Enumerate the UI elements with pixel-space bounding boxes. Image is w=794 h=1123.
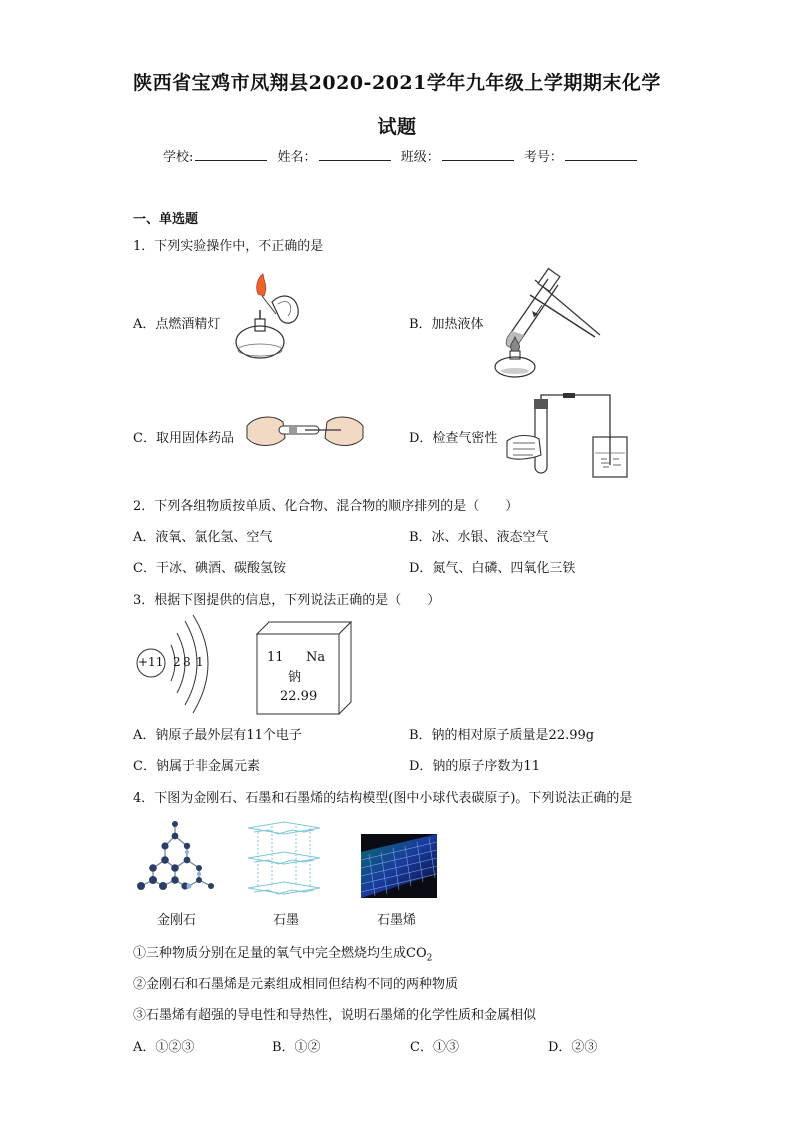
q2-stem: 2．下列各组物质按单质、化合物、混合物的顺序排列的是（ ） [133, 499, 519, 514]
q1-stem: 1．下列实验操作中，不正确的是 [133, 239, 324, 254]
student-info-line [163, 146, 643, 165]
q4-statement-2: ②金刚石和石墨烯是元素组成相同但结构不同的两种物质 [133, 977, 459, 992]
label-graphite: 石墨 [273, 913, 300, 928]
exam-title-line1: 陕西省宝鸡市凤翔县2020-2021学年九年级上学期期末化学 [133, 72, 661, 94]
name-blank[interactable] [319, 148, 391, 161]
air-tightness-check-icon [505, 393, 635, 483]
q3-option-b[interactable]: B．钠的相对原子质量是22.99g [409, 728, 595, 743]
q3-stem: 3．根据下图提供的信息，下列说法正确的是（ ） [133, 593, 441, 608]
diamond-structure-model [133, 818, 219, 898]
q3-option-a[interactable]: A．钠原子最外层有11个电子 [133, 728, 302, 743]
element-symbol: Na [306, 650, 326, 665]
q2-option-b[interactable]: B．冰、水银、液态空气 [409, 530, 549, 545]
q2-option-c[interactable]: C．干冰、碘酒、碳酸氢铵 [133, 561, 286, 576]
q4-option-a[interactable]: A．①②③ [133, 1040, 195, 1055]
class-blank[interactable] [442, 148, 514, 161]
school-label: 学校: [163, 150, 194, 165]
atom-shell-3: 1 [196, 655, 204, 669]
atom-shell-2: 8 [183, 655, 191, 669]
q2-option-d[interactable]: D．氮气、白磷、四氧化三铁 [409, 561, 576, 576]
heating-liquid-icon [490, 265, 605, 380]
exam-no-blank[interactable] [565, 148, 637, 161]
graphite-structure-model [244, 820, 324, 896]
element-name: 钠 [288, 670, 302, 685]
exam-title-line2: 试题 [377, 116, 417, 138]
atom-nucleus-charge: +11 [138, 655, 164, 669]
graphene-structure-model [361, 834, 437, 898]
q4-option-c[interactable]: C．①③ [410, 1040, 459, 1055]
label-graphene: 石墨烯 [377, 913, 417, 928]
alcohol-lamp-lighting-icon [230, 274, 310, 364]
class-label: 班级： [400, 150, 440, 165]
atom-shell-1: 2 [173, 655, 181, 669]
taking-solid-reagent-icon [245, 408, 365, 453]
name-label: 姓名： [277, 150, 317, 165]
section-single-choice: 一、单选题 [133, 212, 199, 227]
q1-option-a[interactable]: A．点燃酒精灯 [133, 317, 221, 332]
q4-statement-3: ③石墨烯有超强的导电性和导热性，说明石墨烯的化学性质和金属相似 [133, 1008, 537, 1023]
q4-option-b[interactable]: B．①② [272, 1040, 321, 1055]
q3-option-d[interactable]: D．钠的原子序数为11 [409, 759, 540, 774]
q2-option-a[interactable]: A．液氧、氯化氢、空气 [133, 530, 273, 545]
q1-option-d[interactable]: D．检查气密性 [409, 431, 498, 446]
q1-option-c[interactable]: C．取用固体药品 [133, 431, 234, 446]
q4-statement-1: ①三种物质分别在足量的氧气中完全燃烧均生成$CO_2$ [133, 946, 433, 964]
label-diamond: 金刚石 [157, 913, 197, 928]
q3-option-c[interactable]: C．钠属于非金属元素 [133, 759, 260, 774]
q4-option-d[interactable]: D．②③ [548, 1040, 598, 1055]
element-atomic-number: 11 [267, 650, 284, 665]
q4-stem: 4．下图为金刚石、石墨和石墨烯的结构模型(图中小球代表碳原子)。下列说法正确的是 [133, 791, 633, 806]
q1-option-b[interactable]: B．加热液体 [409, 317, 484, 332]
exam-no-label: 考号： [523, 150, 563, 165]
school-blank[interactable] [195, 148, 267, 161]
element-atomic-mass: 22.99 [280, 689, 318, 704]
